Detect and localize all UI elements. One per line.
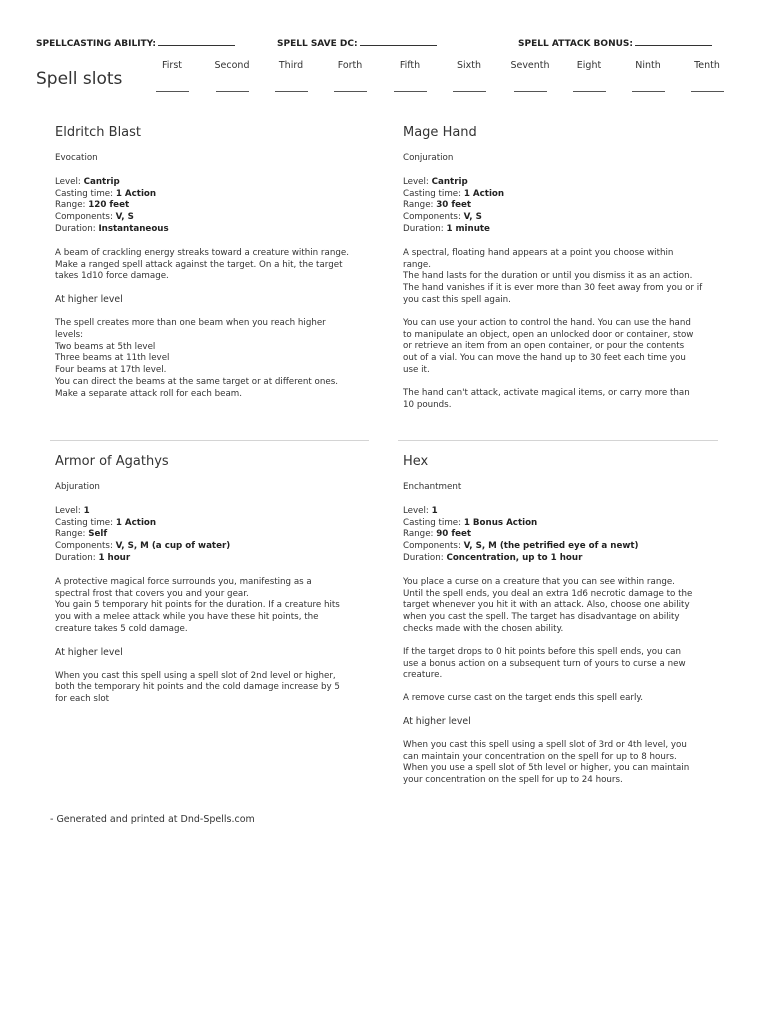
spell-save-dc-blank — [360, 37, 437, 46]
spell-casting-time: 1 Action — [115, 517, 157, 528]
spell-duration: 1 hour — [98, 552, 131, 563]
spell-slot-blank — [691, 90, 724, 92]
spell-duration: Instantaneous — [98, 223, 169, 234]
stat-label: Duration: — [403, 552, 444, 563]
description-paragraph: A remove curse cast on the target ends this spell early. — [403, 693, 644, 704]
description-paragraph: A beam of crackling energy streaks toward a creature within range. Make a ranged spell attack against the target. On a hit, the target takes 1d10 force damage. — [55, 247, 349, 282]
spell-attack-bonus-label: SPELL ATTACK BONUS: — [518, 39, 633, 49]
spell-range: 120 feet — [88, 200, 130, 211]
spell-casting-time: 1 Bonus Action — [463, 517, 538, 528]
spell-level: 1 — [431, 505, 438, 516]
spell-range: Self — [88, 529, 108, 540]
card-divider — [398, 440, 718, 441]
higher-level-title: At higher level — [403, 715, 471, 727]
stat-label: Range: — [55, 529, 86, 540]
description-paragraph: A protective magical force surrounds you, manifesting as a spectral frost that covers you and your gear. You gain 5 temporary hit points for the duration. If a creature hits you with a melee attack while you have these hit points, the creature takes 5 cold damage. — [55, 576, 340, 634]
spell-school: Abjuration — [55, 482, 100, 492]
spell-stats — [403, 177, 721, 236]
spell-casting-time: 1 Action — [463, 188, 505, 199]
spell-slot-eight — [569, 60, 609, 92]
spell-slot-forth — [330, 60, 370, 92]
description-paragraph: If the target drops to 0 hit points before this spell ends, you can use a bonus action on a subsequent turn of yours to curse a new creature. — [403, 646, 686, 681]
spell-slot-third — [271, 60, 311, 92]
description-paragraph: The hand can't attack, activate magical items, or carry more than 10 pounds. — [403, 387, 690, 410]
spell-slot-label: Sixth — [456, 60, 482, 71]
spell-stats — [55, 506, 373, 565]
spell-slot-label: First — [162, 60, 182, 71]
higher-level-text — [403, 740, 721, 787]
spell-range: 90 feet — [436, 529, 472, 540]
spell-slot-blank — [216, 90, 249, 92]
spell-slot-blank — [632, 90, 665, 92]
higher-level-text — [55, 671, 373, 706]
spell-save-dc-label: SPELL SAVE DC: — [277, 39, 358, 49]
spell-slot-label: Eight — [576, 60, 602, 71]
spell-slot-fifth — [390, 60, 430, 92]
spellcasting-ability-field — [36, 37, 235, 49]
spellcasting-ability-blank — [158, 37, 235, 46]
stat-label: Casting time: — [403, 517, 462, 528]
stat-label: Range: — [403, 529, 434, 540]
footer-credit: - Generated and printed at Dnd-Spells.com — [50, 814, 255, 825]
spell-components: V, S — [463, 212, 482, 223]
stat-label: Level: — [403, 176, 429, 187]
stat-label: Level: — [55, 505, 81, 516]
higher-level-paragraph: When you cast this spell using a spell slot of 3rd or 4th level, you can maintain your concentration on the spell for up to 8 hours. When you use a spell slot of 5th level or higher, you can maintain your concentration on the spell for up to 24 hours. — [403, 739, 690, 786]
spell-slot-blank — [275, 90, 308, 92]
higher-level-title: At higher level — [55, 646, 123, 658]
spell-slot-ninth — [628, 60, 668, 92]
spell-components: V, S, M (the petrified eye of a newt) — [463, 541, 639, 552]
spell-slot-blank — [394, 90, 427, 92]
spell-slots-title: Spell slots — [36, 69, 123, 89]
stat-label: Range: — [55, 200, 86, 211]
spell-slot-blank — [156, 90, 189, 92]
higher-level-paragraph: The spell creates more than one beam when you reach higher levels: Two beams at 5th level Three beams at 11th level Four beams at 17th level. You can direct the beams at the same target or at different ones. Make a separate attack roll for each beam. — [55, 317, 339, 399]
spell-description — [55, 577, 373, 636]
stat-label: Components: — [403, 212, 461, 223]
stat-label: Components: — [403, 541, 461, 552]
higher-level-text — [55, 318, 373, 401]
spell-card-armor-of-agathys — [55, 454, 373, 706]
spell-slot-first — [152, 60, 192, 92]
spell-slot-seventh — [510, 60, 550, 92]
spell-duration: Concentration, up to 1 hour — [446, 552, 583, 563]
spell-description — [403, 577, 721, 705]
spell-slot-second — [212, 60, 252, 92]
spell-slot-blank — [573, 90, 606, 92]
spell-name: Mage Hand — [403, 125, 477, 140]
stat-label: Casting time: — [55, 517, 114, 528]
stat-label: Level: — [55, 176, 81, 187]
spell-description — [55, 248, 373, 283]
higher-level-paragraph: When you cast this spell using a spell slot of 2nd level or higher, both the temporary hit points and the cold damage increase by 5 for each slot — [55, 670, 340, 705]
spell-slot-blank — [453, 90, 486, 92]
card-divider — [50, 440, 369, 441]
description-paragraph: You place a curse on a creature that you can see within range. Until the spell ends, you deal an extra 1d6 necrotic damage to the target whenever you hit it with an attack. Also, choose one ability when you cast the spell. The target has disadvantage on ability checks made with the chosen ability. — [403, 576, 693, 634]
stat-label: Duration: — [55, 552, 96, 563]
spell-casting-time: 1 Action — [115, 188, 157, 199]
spell-slot-label: Ninth — [635, 60, 661, 71]
spell-card-mage-hand — [403, 125, 721, 422]
stat-label: Level: — [403, 505, 429, 516]
spell-stats — [403, 506, 721, 565]
spell-slot-label: Third — [278, 60, 304, 71]
spell-components: V, S — [115, 212, 134, 223]
spell-slot-blank — [514, 90, 547, 92]
stat-label: Casting time: — [403, 188, 462, 199]
stat-label: Duration: — [403, 223, 444, 234]
spell-attack-bonus-blank — [635, 37, 712, 46]
spellcasting-ability-label: SPELLCASTING ABILITY: — [36, 39, 157, 49]
description-paragraph: A spectral, floating hand appears at a point you choose within range. The hand lasts for the duration or until you dismiss it as an action. The hand vanishes if it is ever more than 30 feet away from you or if you cast this spell again. — [403, 247, 703, 305]
spell-card-eldritch-blast — [55, 125, 373, 401]
spell-name: Armor of Agathys — [55, 454, 169, 469]
higher-level-title: At higher level — [55, 294, 123, 306]
spell-slot-label: Second — [214, 60, 250, 71]
spell-slot-label: Seventh — [510, 60, 550, 71]
spell-slot-label: Fifth — [399, 60, 421, 71]
spell-level: Cantrip — [83, 176, 120, 187]
spell-level: Cantrip — [431, 176, 468, 187]
spell-school: Enchantment — [403, 482, 462, 492]
spell-stats — [55, 177, 373, 236]
spell-slot-sixth — [449, 60, 489, 92]
spell-slot-label: Tenth — [694, 60, 720, 71]
stat-label: Components: — [55, 212, 113, 223]
spell-range: 30 feet — [436, 200, 472, 211]
spell-components: V, S, M (a cup of water) — [115, 541, 231, 552]
spell-card-hex — [403, 454, 721, 787]
spell-name: Eldritch Blast — [55, 125, 142, 140]
spell-name: Hex — [403, 454, 429, 469]
spell-description — [403, 248, 721, 412]
spell-level: 1 — [83, 505, 90, 516]
spell-duration: 1 minute — [446, 223, 490, 234]
description-paragraph: You can use your action to control the hand. You can use the hand to manipulate an object, open an unlocked door or container, stow or retrieve an item from an open container, or pour the contents out of a vial. You can move the hand up to 30 feet each time you use it. — [403, 317, 694, 375]
spell-school: Conjuration — [403, 153, 454, 163]
spell-slot-blank — [334, 90, 367, 92]
spell-school: Evocation — [55, 153, 98, 163]
spell-save-dc-field — [277, 37, 437, 49]
stat-label: Components: — [55, 541, 113, 552]
spell-slot-tenth — [687, 60, 727, 92]
stat-label: Range: — [403, 200, 434, 211]
spell-attack-bonus-field — [518, 37, 712, 49]
stat-label: Casting time: — [55, 188, 114, 199]
stat-label: Duration: — [55, 223, 96, 234]
spell-slot-label: Forth — [337, 60, 363, 71]
